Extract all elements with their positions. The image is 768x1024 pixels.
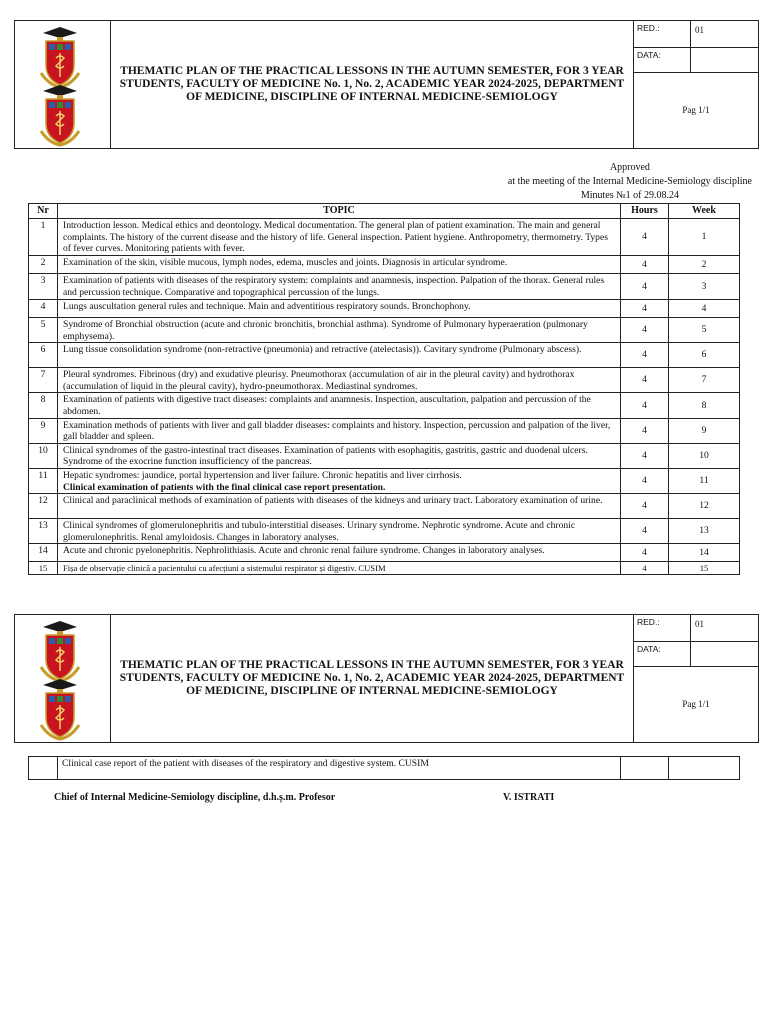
signature-role: Chief of Internal Medicine-Semiology discipline, d.h.ș.m. Profesor <box>54 792 336 803</box>
document-title: THEMATIC PLAN OF THE PRACTICAL LESSONS IN THE AUTUMN SEMESTER, FOR 3 YEAR STUDENTS, FACULTY OF MEDICINE No. 1, No. 2, ACADEMIC YEAR 2024-2025, DEPARTMENT OF MEDICINE, DISCIPLINE OF INTERNAL MEDICINE-SEMIOLOGY <box>111 615 634 742</box>
thematic-plan-table <box>28 203 740 575</box>
university-crest-logo <box>37 25 83 89</box>
row-number: 4 <box>29 300 58 318</box>
row-week: 2 <box>669 256 740 274</box>
row-hours: 4 <box>621 368 669 393</box>
university-crest-logo <box>37 619 83 683</box>
row-number: 9 <box>29 418 58 443</box>
row-hours: 4 <box>621 494 669 519</box>
row-topic-bold-text: Clinical examination of patients with the final clinical case report presentation. <box>63 481 386 493</box>
row-topic: Fișa de observație clinică a pacientului cu afecțiuni a sistemului respirator și digestiv. CUSIM <box>58 562 621 575</box>
row-hours: 4 <box>621 519 669 544</box>
row-topic: Clinical syndromes of the gastro-intestinal tract diseases. Examination of patients with esophagitis, gastritis, gastric and duodenal ulcers. Syndrome of the exocrine function insufficiency of the pancreas. <box>58 443 621 468</box>
table-row <box>29 256 740 274</box>
red-label: RED.: <box>637 23 660 33</box>
red-row <box>634 21 758 48</box>
table-row <box>29 519 740 544</box>
row-topic: Examination of patients with diseases of the respiratory system: complaints and anamnesis, inspection. Palpation of the thorax. General rules and percussion technique. Comparative and topographical percussion of the lungs. <box>58 274 621 300</box>
row-hours: 4 <box>621 219 669 256</box>
signature-name: V. ISTRATI <box>503 792 555 803</box>
approval-line-3: Minutes №1 of 29.08.24 <box>580 190 680 201</box>
row-number: 14 <box>29 544 58 562</box>
logo-cell <box>15 615 111 742</box>
row-hours: 4 <box>621 562 669 575</box>
row-number: 5 <box>29 318 58 343</box>
row-week: 10 <box>669 443 740 468</box>
table-row <box>29 544 740 562</box>
row-hours: 4 <box>621 318 669 343</box>
approval-block <box>508 161 752 203</box>
table-header-row <box>29 204 740 219</box>
continuation-table <box>28 756 740 780</box>
row-week: 12 <box>669 494 740 519</box>
row-number: 15 <box>29 562 58 575</box>
row-hours: 4 <box>621 300 669 318</box>
row-hours: 4 <box>621 343 669 368</box>
column-header-nr: Nr <box>29 204 58 219</box>
row-number: 12 <box>29 494 58 519</box>
data-row <box>634 642 758 667</box>
row-number: 3 <box>29 274 58 300</box>
row-week: 6 <box>669 343 740 368</box>
row-number: 1 <box>29 219 58 256</box>
row-hours: 4 <box>621 274 669 300</box>
row-week: 5 <box>669 318 740 343</box>
meta-cell <box>634 615 758 742</box>
row-topic: Clinical syndromes of glomerulonephritis and tubulo-interstitial diseases. Urinary syndrome. Nephrotic syndrome. Acute and chronic glomerulonephritis. Renal amyloidosis. Changes in laboratory analyses. <box>58 519 621 544</box>
column-header-topic: TOPIC <box>58 204 621 219</box>
row-topic: Pleural syndromes. Fibrinous (dry) and exudative pleurisy. Pneumothorax (accumulation of air in the pleural cavity) and hydrothorax (accumulation of liquid in the pleural cavity), hydro-pneumothorax. Mediastinal syndromes. <box>58 368 621 393</box>
row-week: 9 <box>669 418 740 443</box>
data-value <box>690 642 758 666</box>
row-week: 8 <box>669 393 740 418</box>
row-week <box>669 757 740 780</box>
row-topic-text: Hepatic syndromes: jaundice, portal hypertension and liver failure. Chronic hepatitis and liver cirrhosis. <box>63 469 462 481</box>
red-label: RED.: <box>637 617 660 627</box>
row-number: 13 <box>29 519 58 544</box>
row-number: 11 <box>29 468 58 493</box>
row-topic: Examination of the skin, visible mucous, lymph nodes, edema, muscles and joints. Diagnosis in articular syndrome. <box>58 256 621 274</box>
red-row <box>634 615 758 642</box>
approval-line-1: Approved <box>609 162 650 173</box>
row-hours: 4 <box>621 443 669 468</box>
row-number: 7 <box>29 368 58 393</box>
table-row <box>29 562 740 575</box>
data-label: DATA: <box>637 50 661 60</box>
page-number: Pag 1/1 <box>682 105 710 115</box>
table-row <box>29 318 740 343</box>
red-value: 01 <box>690 21 758 47</box>
row-number: 8 <box>29 393 58 418</box>
row-week: 14 <box>669 544 740 562</box>
row-hours: 4 <box>621 418 669 443</box>
row-week: 7 <box>669 368 740 393</box>
table-row <box>29 300 740 318</box>
row-topic: Lung tissue consolidation syndrome (non-retractive (pneumonia) and retractive (atelectasis)). Cavitary syndrome (Pulmonary abscess). <box>58 343 621 368</box>
table-row <box>29 343 740 368</box>
row-number <box>29 757 58 780</box>
row-number: 10 <box>29 443 58 468</box>
meta-cell <box>634 21 758 148</box>
column-header-hours: Hours <box>621 204 669 219</box>
table-row <box>29 368 740 393</box>
data-value <box>690 48 758 72</box>
row-week: 4 <box>669 300 740 318</box>
table-row <box>29 274 740 300</box>
row-week: 11 <box>669 468 740 493</box>
logo-cell <box>15 21 111 148</box>
approval-line-2: at the meeting of the Internal Medicine-Semiology discipline <box>507 176 752 187</box>
row-week: 13 <box>669 519 740 544</box>
row-week: 3 <box>669 274 740 300</box>
document-header-repeat <box>14 614 759 743</box>
row-topic: Introduction lesson. Medical ethics and deontology. Medical documentation. The general plan of patient examination. The main and general complaints. The history of the current disease and the history of life. General inspection. Patient hygiene. Anthropometry, thermometry. Types of fever curves. Monitoring patients with fever. <box>58 219 621 256</box>
row-hours: 4 <box>621 468 669 493</box>
table-row <box>29 443 740 468</box>
row-topic: Lungs auscultation general rules and technique. Main and adventitious respiratory sounds. Bronchophony. <box>58 300 621 318</box>
row-topic: Clinical case report of the patient with diseases of the respiratory and digestive system. CUSIM <box>58 757 621 780</box>
page-number: Pag 1/1 <box>682 699 710 709</box>
row-topic <box>58 468 621 493</box>
row-number: 6 <box>29 343 58 368</box>
table-row <box>29 219 740 256</box>
red-value: 01 <box>690 615 758 641</box>
table-row <box>29 468 740 493</box>
row-hours: 4 <box>621 544 669 562</box>
table-row <box>29 393 740 418</box>
row-topic: Syndrome of Bronchial obstruction (acute and chronic bronchitis, bronchial asthma). Syndrome of Pulmonary hyperaeration (pulmonary emphysema). <box>58 318 621 343</box>
row-hours: 4 <box>621 393 669 418</box>
column-header-week: Week <box>669 204 740 219</box>
row-hours: 4 <box>621 256 669 274</box>
data-label: DATA: <box>637 644 661 654</box>
row-hours <box>621 757 669 780</box>
table-row <box>29 418 740 443</box>
row-topic: Examination methods of patients with liver and gall bladder diseases: complaints and history. Inspection, percussion and palpation of the liver, gall bladder and spleen. <box>58 418 621 443</box>
data-row <box>634 48 758 73</box>
document-header <box>14 20 759 149</box>
university-crest-logo <box>37 83 83 147</box>
row-number: 2 <box>29 256 58 274</box>
row-topic: Clinical and paraclinical methods of examination of patients with diseases of the kidneys and urinary tract. Laboratory examination of urine. <box>58 494 621 519</box>
document-title: THEMATIC PLAN OF THE PRACTICAL LESSONS IN THE AUTUMN SEMESTER, FOR 3 YEAR STUDENTS, FACULTY OF MEDICINE No. 1, No. 2, ACADEMIC YEAR 2024-2025, DEPARTMENT OF MEDICINE, DISCIPLINE OF INTERNAL MEDICINE-SEMIOLOGY <box>111 21 634 148</box>
row-topic: Examination of patients with digestive tract diseases: complaints and anamnesis. Inspection, auscultation, palpation and percussion of the abdomen. <box>58 393 621 418</box>
row-topic: Acute and chronic pyelonephritis. Nephrolithiasis. Acute and chronic renal failure syndrome. Changes in laboratory analyses. <box>58 544 621 562</box>
table-row <box>29 494 740 519</box>
row-week: 15 <box>669 562 740 575</box>
row-week: 1 <box>669 219 740 256</box>
university-crest-logo <box>37 677 83 741</box>
table-row <box>29 757 740 780</box>
